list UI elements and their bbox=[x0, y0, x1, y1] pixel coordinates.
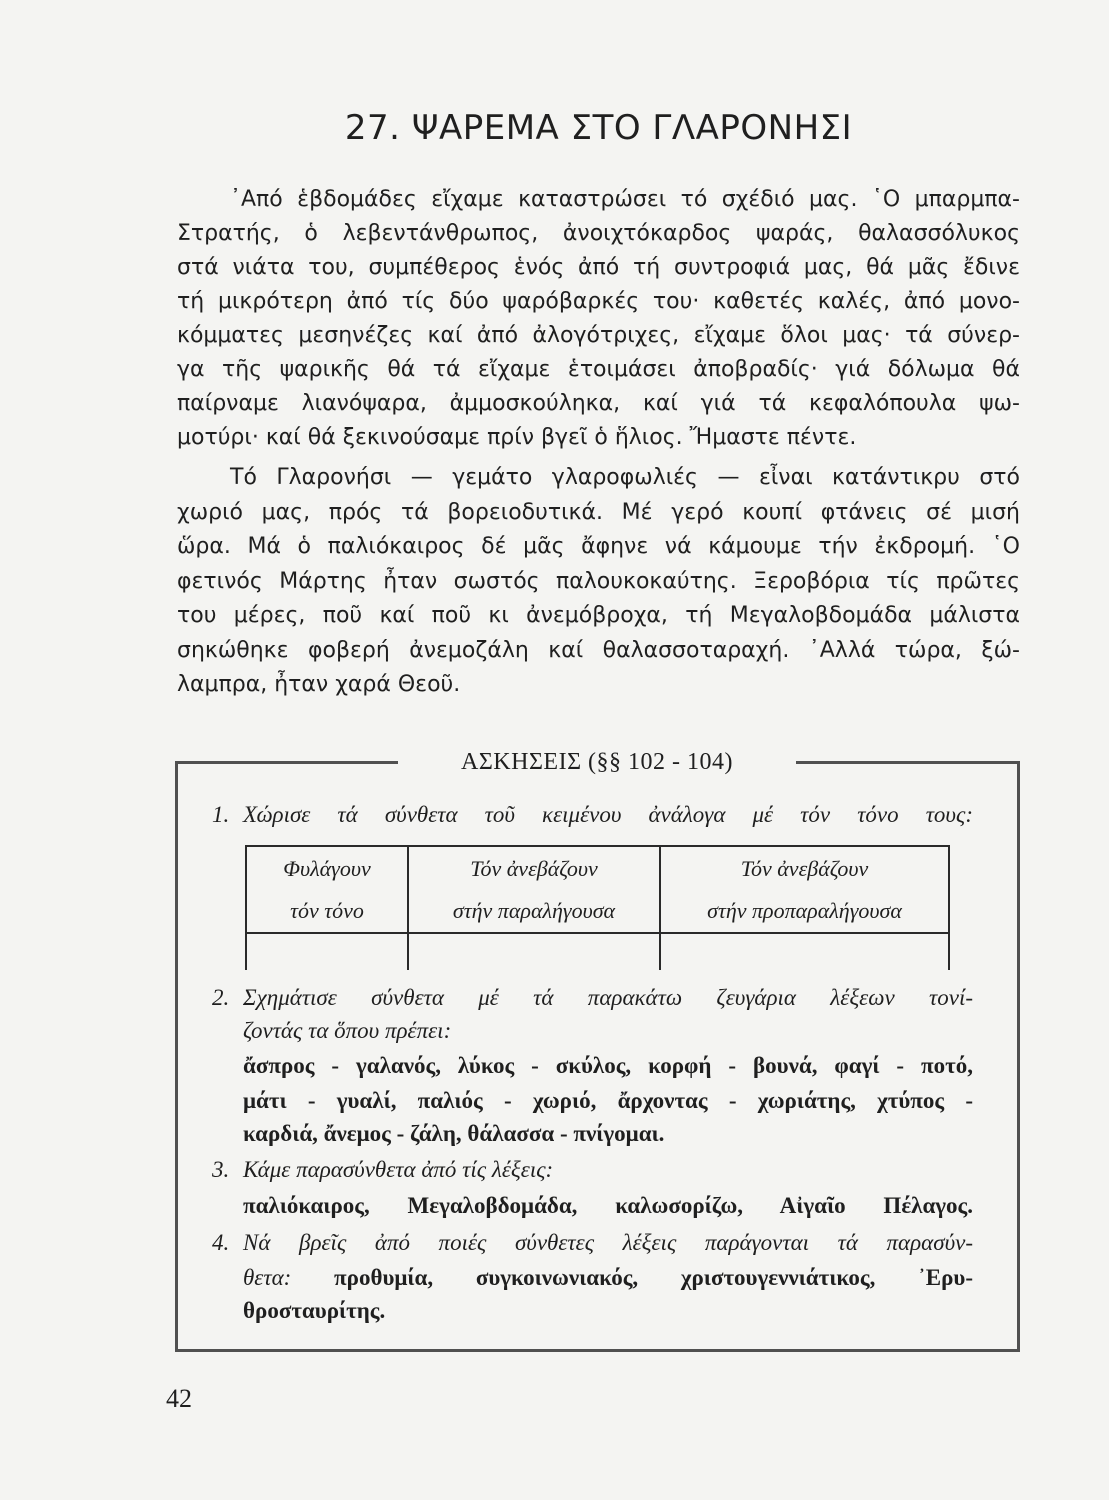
header-line: Τόν ἀνεβάζουν bbox=[740, 855, 869, 881]
paragraph-1-line: ᾿Από ἑβδομάδες εἴχαμε καταστρώσει τό σχέδιό μας. ῾Ο μπαρμπα- bbox=[230, 187, 1020, 212]
header-line: Τόν ἀνεβάζουν bbox=[470, 855, 598, 881]
exercise-2-instruction-line: ζοντάς τα ὅπου πρέπει: bbox=[243, 1018, 452, 1043]
exercise-3-words-line: παλιόκαιρος, Μεγαλοβδομάδα, καλωσορίζω, Αἰγαῖο Πέλαγος. bbox=[243, 1193, 973, 1218]
header-line: στήν προπαραλήγουσα bbox=[707, 897, 902, 923]
paragraph-1-line: μοτύρι· καί θά ξεκινούσαμε πρίν βγεῖ ὁ ἥλιος. Ἤμαστε πέντε. bbox=[177, 425, 857, 450]
exercise-4-number: 4. bbox=[212, 1230, 230, 1255]
exercise-3-instruction: Κάμε παρασύνθετα ἀπό τίς λέξεις: bbox=[243, 1157, 554, 1182]
header-line: Φυλάγουν bbox=[283, 855, 371, 881]
paragraph-1-line: στά νιάτα του, συμπέθερος ἑνός ἀπό τή συντροφιά μας, θά μᾶς ἔδινε bbox=[177, 255, 1020, 280]
table-cell bbox=[660, 933, 949, 970]
exercise-2-words-line: καρδιά, ἄνεμος - ζάλη, θάλασσα - πνίγομαι. bbox=[243, 1121, 665, 1146]
table-cell bbox=[408, 933, 660, 970]
table-header-cell bbox=[246, 846, 408, 933]
table-header-row bbox=[246, 846, 949, 933]
paragraph-2-line: σηκώθηκε φοβερή ἀνεμοζάλη καί θαλασσοταραχή. ᾿Αλλά τώρα, ξώ- bbox=[177, 638, 1020, 663]
exercise-2-words-line: μάτι - γυαλί, παλιός - χωριό, ἄρχοντας - χωριάτης, χτύπος - bbox=[243, 1088, 973, 1113]
paragraph-1-line: γα τῆς ψαρικῆς θά τά εἴχαμε ἑτοιμάσει ἀποβραδίς· γιά δόλωμα θά bbox=[177, 357, 1020, 382]
table-header-cell bbox=[660, 846, 949, 933]
exercise-4-mixed-line bbox=[243, 1262, 973, 1294]
exercise-2-instruction-line: Σχημάτισε σύνθετα μέ τά παρακάτω ζευγάρια λέξεων τονί- bbox=[243, 985, 973, 1010]
table-header-cell bbox=[408, 846, 660, 933]
exercise-1-instruction: Χώρισε τά σύνθετα τοῦ κειμένου ἀνάλογα μέ τόν τόνο τους: bbox=[243, 802, 973, 827]
paragraph-2-line: ὥρα. Μά ὁ παλιόκαιρος δέ μᾶς ἄφηνε νά κάμουμε τήν ἐκδρομή. ῾Ο bbox=[177, 534, 1020, 559]
paragraph-1-line: Στρατής, ὁ λεβεντάνθρωπος, ἀνοιχτόκαρδος ψαράς, θαλασσόλυκος bbox=[177, 221, 1020, 246]
exercise-4-instruction-line: Νά βρεῖς ἀπό ποιές σύνθετες λέξεις παράγονται τά παρασύν- bbox=[243, 1230, 973, 1255]
header-line: τόν τόνο bbox=[290, 897, 364, 923]
table-empty-row bbox=[246, 933, 949, 970]
table-cell bbox=[246, 933, 408, 970]
chapter-title: 27. ΨΑΡΕΜΑ ΣΤΟ ΓΛΑΡΟΝΗΣΙ bbox=[344, 108, 853, 148]
exercise-4-instruction-end: θετα: bbox=[243, 1265, 292, 1290]
paragraph-1-line: παίρναμε λιανόψαρα, ἀμμοσκούληκα, καί γιά τά κεφαλόπουλα ψω- bbox=[177, 391, 1020, 416]
exercise-2-words-line: ἄσπρος - γαλανός, λύκος - σκύλος, κορφή - βουνά, φαγί - ποτό, bbox=[243, 1053, 973, 1078]
paragraph-2-line: φετινός Μάρτης ἦταν σωστός παλουκοκαύτης. Ξεροβόρια τίς πρῶτες bbox=[177, 569, 1020, 594]
exercise-2-number: 2. bbox=[212, 985, 230, 1010]
paragraph-1-line: κόμματες μεσηνέζες καί ἀπό ἀλογότριχες, εἴχαμε ὅλοι μας· τά σύνερ- bbox=[177, 323, 1020, 348]
exercise-4-words: προθυμία, συγκοινωνιακός, χριστουγεννιάτικος, ᾿Ερυ- bbox=[334, 1265, 973, 1290]
paragraph-2-line: λαμπρα, ἦταν χαρά Θεοῦ. bbox=[177, 672, 461, 697]
exercise-1-number: 1. bbox=[212, 802, 230, 827]
page-number: 42 bbox=[166, 1384, 192, 1413]
paragraph-2-line: χωριό μας, πρός τά βορειοδυτικά. Μέ γερό κουπί φτάνεις σέ μισή bbox=[177, 500, 1020, 525]
header-line: στήν παραλήγουσα bbox=[452, 897, 616, 923]
paragraph-2-line: Τό Γλαρονήσι — γεμάτο γλαροφωλιές — εἶναι κατάντικρυ στό bbox=[230, 465, 1020, 490]
exercises-heading: ΑΣΚΗΣΕΙΣ (§§ 102 - 104) bbox=[398, 744, 796, 780]
accent-classification-table bbox=[245, 845, 950, 970]
paragraph-1-line: τή μικρότερη ἀπό τίς δύο ψαρόβαρκές του· καθετές καλές, ἀπό μονο- bbox=[177, 289, 1020, 314]
exercise-3-number: 3. bbox=[212, 1157, 230, 1182]
exercise-4-words-line: θροσταυρίτης. bbox=[243, 1298, 386, 1323]
paragraph-2-line: του μέρες, ποῦ καί ποῦ κι ἀνεμόβροχα, τή Μεγαλοβδομάδα μάλιστα bbox=[177, 603, 1020, 628]
